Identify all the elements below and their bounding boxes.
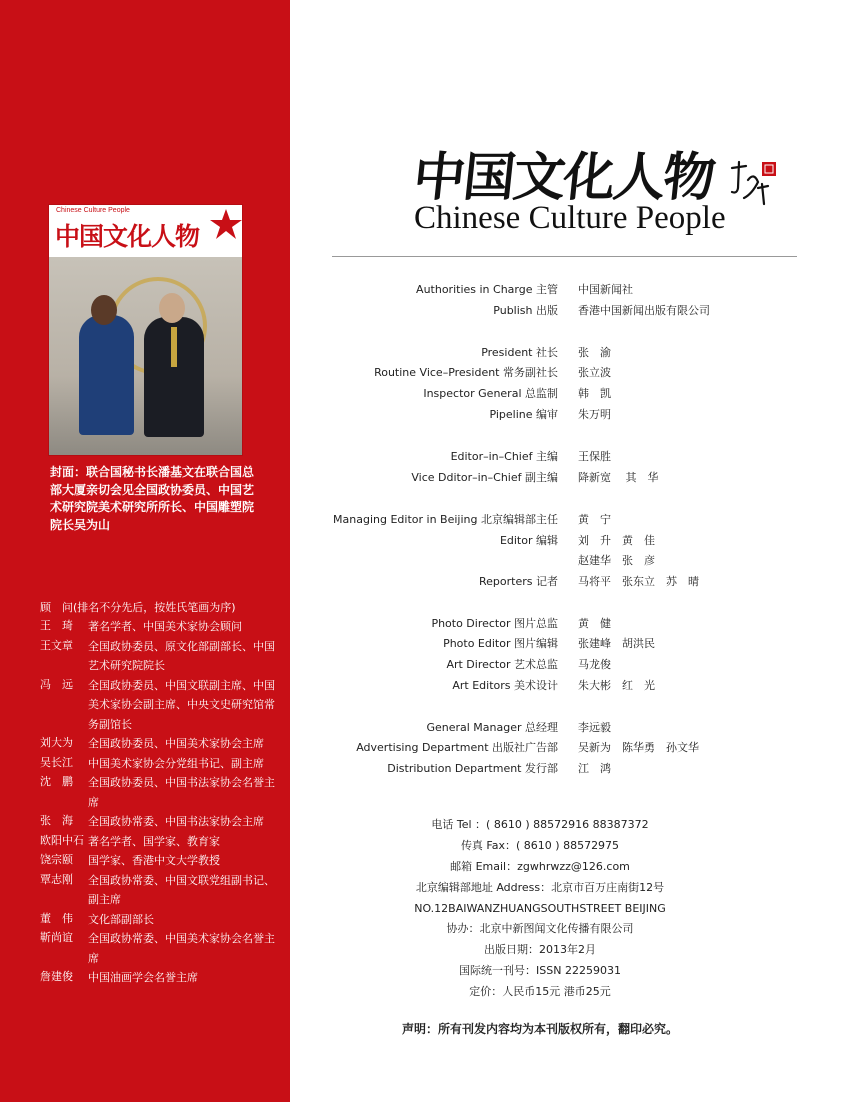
- advisor-title: 全国政协常委、中国文联党组副书记、副主席: [88, 873, 275, 906]
- contact-line: 国际统一刊号：ISSN 22259031: [459, 964, 621, 978]
- advisor-entry: [40, 734, 275, 754]
- staff-row: [300, 383, 840, 404]
- cover-masthead: [49, 205, 242, 257]
- staff-row: [300, 613, 840, 634]
- staff-row: [300, 530, 840, 551]
- calligraphy-signature-icon: [728, 158, 780, 208]
- advisor-entry: [40, 871, 275, 910]
- staff-row: [300, 300, 840, 321]
- copyright-statement: 声明：所有刊发内容均为本刊版权所有，翻印必究。: [401, 1022, 678, 1036]
- staff-name: 朱大彬 红 光: [578, 679, 655, 692]
- staff-row: [300, 571, 840, 592]
- advisor-entry: [40, 773, 275, 812]
- staff-role: General Manager 总经理: [426, 721, 558, 734]
- advisor-title: 文化部副部长: [88, 912, 154, 926]
- tie: [171, 327, 177, 367]
- staff-role: Art Editors 美术设计: [452, 679, 558, 692]
- advisor-name: 詹建俊: [40, 970, 73, 983]
- advisor-name: 冯 远: [40, 677, 73, 691]
- staff-name: 张建峰 胡洪民: [578, 637, 655, 650]
- magazine-cover-image: [48, 204, 243, 456]
- advisor-title: 全国政协委员、中国美术家协会主席: [88, 737, 264, 750]
- staff-row: [300, 550, 840, 571]
- staff-role: Vice Dditor–in–Chief 副主编: [411, 471, 558, 484]
- advisor-name: 沈 鹏: [40, 775, 73, 788]
- staff-row: [300, 654, 840, 675]
- advisor-name: 靳尚谊: [40, 931, 73, 944]
- staff-role: Editor 编辑: [499, 534, 558, 547]
- advisor-title: 全国政协常委、中国美术家协会名誉主席: [88, 932, 275, 965]
- advisor-title: 中国油画学会名誉主席: [88, 971, 198, 984]
- header-divider: [332, 256, 797, 257]
- staff-name: 张 渝: [578, 346, 611, 359]
- advisor-entry: [40, 812, 275, 832]
- staff-name: 江 鸿: [578, 762, 611, 775]
- person-right-head: [159, 293, 185, 323]
- advisor-name: 刘大为: [40, 736, 73, 749]
- staff-name: 张立波: [578, 366, 611, 379]
- advisor-title: 全国政协委员、中国书法家协会名誉主席: [88, 776, 275, 809]
- staff-role: Publish 出版: [493, 304, 558, 317]
- logo-english: Chinese Culture People: [414, 200, 726, 236]
- advisor-name: 张 海: [40, 814, 73, 827]
- star-icon: [209, 207, 243, 241]
- advisor-title: 国学家、香港中文大学教授: [88, 854, 220, 867]
- staff-name: 朱万明: [578, 408, 611, 421]
- advisor-name: 董 伟: [40, 911, 73, 925]
- staff-name: 韩 凯: [578, 387, 611, 400]
- staff-role: Authorities in Charge 主管: [416, 283, 558, 296]
- contact-line: NO.12BAIWANZHUANGSOUTHSTREET BEIJING: [414, 901, 666, 915]
- person-left: [79, 315, 134, 435]
- advisor-title: 全国政协常委、中国书法家协会主席: [88, 815, 264, 828]
- staff-name: 吴新为 陈华勇 孙文华: [578, 741, 699, 754]
- staff-name: 赵建华 张 彦: [578, 554, 655, 567]
- contact-info: [370, 815, 710, 1003]
- staff-name: 中国新闻社: [578, 283, 633, 296]
- contact-line: 北京编辑部地址 Address：北京市百万庄南街12号: [415, 880, 665, 894]
- advisor-title: 著名学者、中国美术家协会顾问: [88, 620, 242, 633]
- contact-line: 邮箱 Email：zgwhrwzz@126.com: [450, 859, 630, 873]
- staff-role: Advertising Department 出版社广告部: [356, 741, 558, 754]
- logo-chinese: 中国文化人物: [410, 147, 717, 208]
- cover-photo: [49, 257, 242, 455]
- staff-name: 降新宽 其 华: [578, 471, 659, 484]
- staff-name: 李远毅: [578, 721, 611, 734]
- advisor-name: 吴长江: [40, 755, 73, 769]
- staff-role: Inspector General 总监制: [423, 387, 558, 400]
- advisors-heading: 顾 问(排名不分先后，按姓氏笔画为序): [40, 601, 236, 614]
- advisor-name: 覃志刚: [40, 872, 73, 886]
- cover-note: 封面：联合国秘书长潘基文在联合国总部大厦亲切会见全国政协委员、中国艺术研究院美术研究所所长、中国雕塑院院长吴为山: [50, 465, 255, 532]
- contact-line: 传真 Fax：( 8610 ) 88572975: [460, 838, 620, 852]
- cover-chinese-title: 中国文化人物: [55, 222, 200, 251]
- advisor-title: 中国美术家协会分党组书记、副主席: [88, 756, 264, 770]
- staff-role: Managing Editor in Beijing 北京编辑部主任: [333, 513, 558, 526]
- advisor-entry: [40, 676, 275, 735]
- staff-role: Photo Editor 图片编辑: [443, 637, 558, 650]
- advisor-name: 王 琦: [40, 619, 73, 632]
- staff-role: Distribution Department 发行部: [387, 762, 558, 775]
- advisor-entry: [40, 832, 275, 852]
- staff-row: [300, 758, 840, 779]
- staff-name: 黄 宁: [578, 513, 611, 526]
- advisor-entry: [40, 617, 275, 637]
- advisor-name: 欧阳中石: [40, 833, 84, 847]
- cover-english-title: Chinese Culture People: [56, 207, 130, 214]
- advisor-entry: [40, 851, 275, 871]
- staff-role: President 社长: [481, 346, 558, 359]
- advisor-name: 饶宗颐: [40, 853, 73, 866]
- staff-row: [300, 737, 840, 758]
- staff-row: [300, 279, 840, 300]
- advisor-entry: [40, 968, 275, 988]
- staff-row: [300, 509, 840, 530]
- advisor-name: 王文章: [40, 638, 73, 652]
- advisor-entry: [40, 637, 275, 676]
- staff-row: [300, 446, 840, 467]
- staff-row: [300, 675, 840, 696]
- advisor-entry: [40, 754, 275, 774]
- advisor-title: 著名学者、国学家、教育家: [88, 834, 220, 848]
- staff-name: 香港中国新闻出版有限公司: [578, 304, 710, 317]
- advisor-title: 全国政协委员、原文化部副部长、中国艺术研究院院长: [88, 639, 275, 672]
- advisor-title: 全国政协委员、中国文联副主席、中国美术家协会副主席、中央文史研究馆常务副馆长: [88, 678, 275, 731]
- contact-line: 电话 Tel ：( 8610 ) 88572916 88387372: [431, 818, 649, 831]
- contact-line: 出版日期：2013年2月: [484, 943, 596, 957]
- contact-line: 定价：人民币15元 港币25元: [469, 985, 611, 999]
- staff-name: 马龙俊: [578, 658, 611, 671]
- staff-role: Art Director 艺术总监: [446, 658, 558, 671]
- staff-row: [300, 633, 840, 654]
- person-left-head: [91, 295, 117, 325]
- advisors-list: [40, 598, 275, 988]
- red-sidebar: [0, 0, 290, 1102]
- staff-row: [300, 467, 840, 488]
- advisor-entry: [40, 910, 275, 930]
- staff-row: [300, 404, 840, 425]
- staff-name: 黄 健: [578, 617, 611, 630]
- staff-name: 王保胜: [578, 450, 611, 463]
- contact-line: 协办：北京中新图闻文化传播有限公司: [446, 922, 634, 936]
- staff-name: 马将平 张东立 苏 晴: [578, 575, 699, 588]
- staff-role: Photo Director 图片总监: [431, 617, 558, 630]
- staff-name: 刘 升 黄 佳: [578, 534, 655, 547]
- staff-row: [300, 362, 840, 383]
- staff-row: [300, 717, 840, 738]
- staff-role: Editor–in–Chief 主编: [450, 450, 558, 463]
- advisor-entry: [40, 929, 275, 968]
- staff-role: Pipeline 编审: [489, 408, 558, 421]
- staff-row: [300, 342, 840, 363]
- staff-role: Routine Vice–President 常务副社长: [374, 366, 558, 379]
- staff-role: Reporters 记者: [479, 575, 558, 588]
